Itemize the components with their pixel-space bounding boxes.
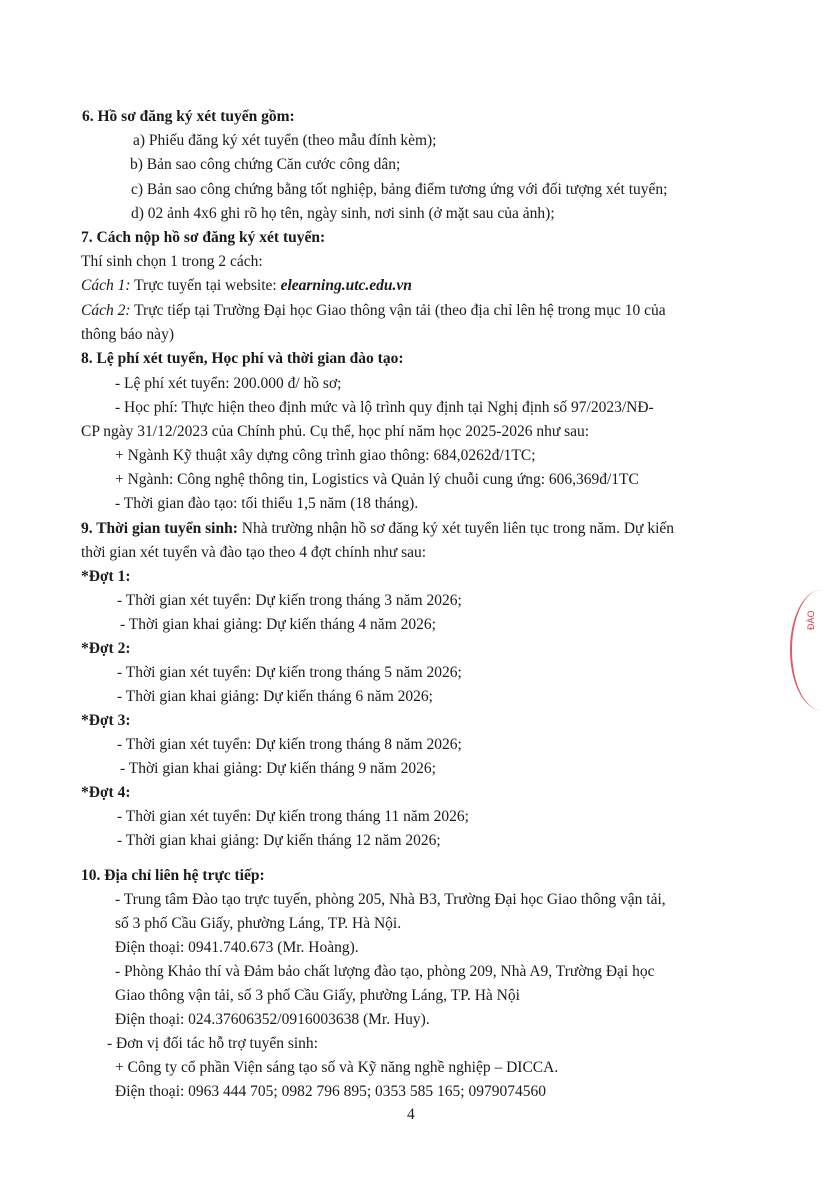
section-10-line-4: - Phòng Khảo thí và Đảm bảo chất lượng đào tạo, phòng 209, Nhà A9, Trường Đại học (115, 963, 655, 980)
round-3-admit: - Thời gian xét tuyển: Dự kiến trong tháng 8 năm 2026; (117, 736, 462, 753)
round-3-label: *Đợt 3: (81, 712, 131, 729)
section-9-text-1: Nhà trường nhận hồ sơ đăng ký xét tuyển liên tục trong năm. Dự kiến (237, 520, 675, 537)
section-8-major-2: + Ngành: Công nghệ thông tin, Logistics và Quản lý chuỗi cung ứng: 606,369đ/1TC (115, 471, 639, 488)
round-1-open: - Thời gian khai giảng: Dự kiến tháng 4 năm 2026; (120, 616, 436, 633)
section-8-duration: - Thời gian đào tạo: tối thiểu 1,5 năm (18 tháng). (115, 495, 419, 512)
round-1-admit: - Thời gian xét tuyển: Dự kiến trong tháng 3 năm 2026; (117, 592, 462, 609)
section-6-title: 6. Hồ sơ đăng ký xét tuyển gồm: (82, 108, 295, 125)
method-1-website: elearning.utc.edu.vn (280, 277, 412, 294)
round-2-admit: - Thời gian xét tuyển: Dự kiến trong tháng 5 năm 2026; (117, 664, 462, 681)
round-4-label: *Đợt 4: (81, 784, 131, 801)
round-4-open: - Thời gian khai giảng: Dự kiến tháng 12 năm 2026; (117, 832, 441, 849)
section-10-line-1: - Trung tâm Đào tạo trực tuyến, phòng 205, Nhà B3, Trường Đại học Giao thông vận tải, (115, 891, 666, 908)
section-10-title: 10. Địa chỉ liên hệ trực tiếp: (81, 867, 265, 884)
method-1-text: Trực tuyến tại website: (130, 277, 281, 294)
section-8-major-1: + Ngành Kỹ thuật xây dựng công trình giao thông: 684,0262đ/1TC; (115, 447, 536, 464)
section-8-tuition-1: - Học phí: Thực hiện theo định mức và lộ trình quy định tại Nghị định số 97/2023/NĐ- (115, 399, 654, 416)
section-7-method-1 (81, 276, 412, 296)
section-8-tuition-2: CP ngày 31/12/2023 của Chính phủ. Cụ thể, học phí năm học 2025-2026 như sau: (81, 423, 590, 440)
section-9-text-2: thời gian xét tuyển và đào tạo theo 4 đợt chính như sau: (81, 544, 427, 561)
section-10-line-8: + Công ty cổ phần Viện sáng tạo số và Kỹ năng nghề nghiệp – DICCA. (115, 1059, 559, 1076)
section-7-title: 7. Cách nộp hồ sơ đăng ký xét tuyển: (81, 229, 326, 246)
section-7-intro: Thí sinh chọn 1 trong 2 cách: (81, 253, 263, 270)
round-4-admit: - Thời gian xét tuyển: Dự kiến trong tháng 11 năm 2026; (117, 808, 469, 825)
section-8-fee: - Lệ phí xét tuyển: 200.000 đ/ hồ sơ; (115, 375, 342, 392)
round-1-label: *Đợt 1: (81, 568, 131, 585)
method-2-text: Trực tiếp tại Trường Đại học Giao thông vận tải (theo địa chỉ lên hệ trong mục 10 của (130, 302, 666, 319)
section-10-line-9: Điện thoại: 0963 444 705; 0982 796 895; 0353 585 165; 0979074560 (115, 1083, 546, 1100)
section-9-title: 9. Thời gian tuyển sinh: (81, 520, 238, 537)
section-6-item-a: a) Phiếu đăng ký xét tuyển (theo mẫu đính kèm); (133, 132, 437, 149)
section-10-line-2: số 3 phố Cầu Giấy, phường Láng, TP. Hà Nội. (115, 915, 402, 932)
section-6-item-d: d) 02 ảnh 4x6 ghi rõ họ tên, ngày sinh, nơi sinh (ở mặt sau của ảnh); (131, 205, 555, 222)
seal-stamp-edge (790, 590, 827, 710)
section-10-line-6: Điện thoại: 024.37606352/0916003638 (Mr. Huy). (115, 1011, 430, 1028)
round-2-label: *Đợt 2: (81, 640, 131, 657)
page-number: 4 (407, 1106, 415, 1123)
section-9-heading (81, 519, 674, 539)
section-7-method-2-cont: thông báo này) (81, 326, 174, 343)
section-7-method-2 (81, 301, 666, 321)
round-2-open: - Thời gian khai giảng: Dự kiến tháng 6 năm 2026; (117, 688, 433, 705)
seal-stamp-text: ĐÀO (806, 610, 816, 630)
section-10-line-3: Điện thoại: 0941.740.673 (Mr. Hoàng). (115, 939, 359, 956)
section-10-line-7: - Đơn vị đối tác hỗ trợ tuyển sinh: (107, 1035, 318, 1052)
section-6-item-b: b) Bản sao công chứng Căn cước công dân; (130, 156, 401, 173)
round-3-open: - Thời gian khai giảng: Dự kiến tháng 9 năm 2026; (120, 760, 436, 777)
section-10-line-5: Giao thông vận tải, số 3 phố Cầu Giấy, phường Láng, TP. Hà Nội (115, 987, 520, 1004)
method-2-label: Cách 2: (81, 302, 131, 319)
section-8-title: 8. Lệ phí xét tuyển, Học phí và thời gian đào tạo: (81, 350, 404, 367)
section-6-item-c: c) Bản sao công chứng bằng tốt nghiệp, bảng điểm tương ứng với đối tượng xét tuyển; (131, 181, 668, 198)
method-1-label: Cách 1: (81, 277, 131, 294)
